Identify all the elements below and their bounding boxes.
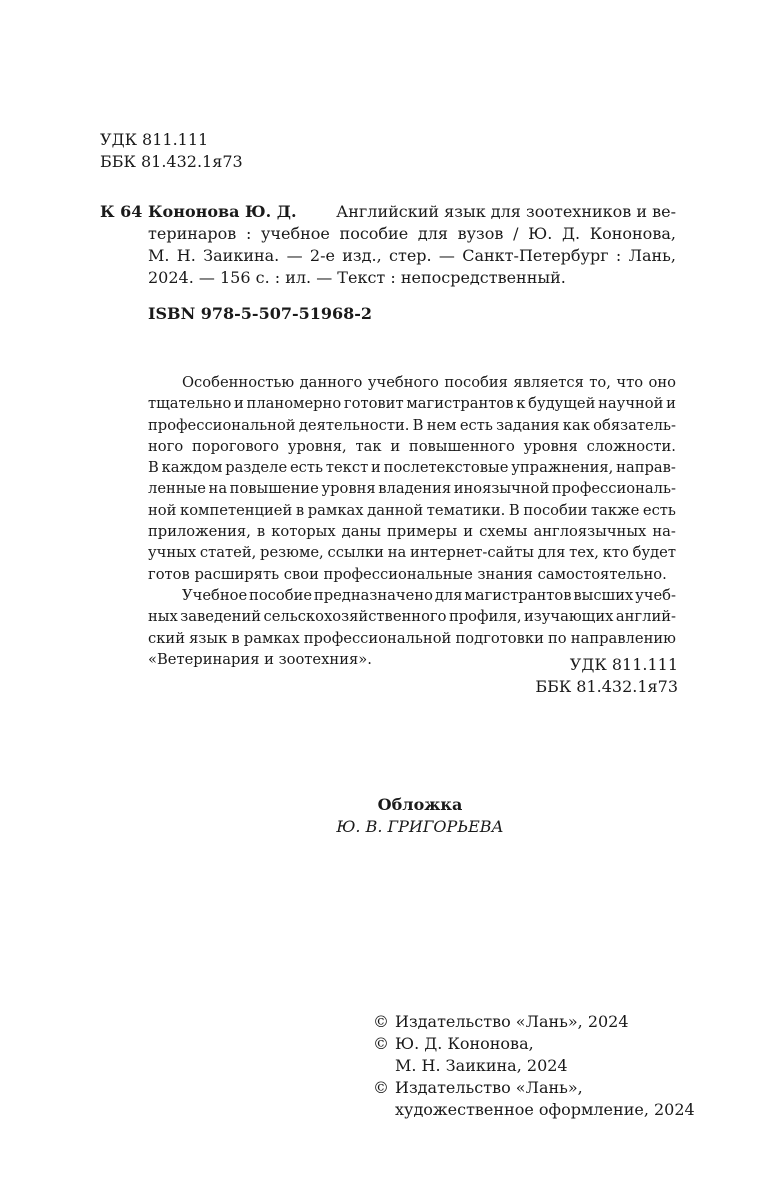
- annotation-line: ной компетенцией в рамках данной тематики. В пособии также есть: [148, 501, 676, 519]
- copyright-line: © Издательство «Лань»,: [373, 1078, 583, 1097]
- bbk-code: ББК 81.432.1я73: [535, 677, 678, 696]
- classification-codes-bottom: [400, 654, 678, 698]
- annotation-line: профессиональной деятельности. В нем есть задания как обязатель-: [148, 416, 676, 434]
- copyright-line: художественное оформление, 2024: [395, 1100, 695, 1119]
- annotation-line: В каждом разделе есть текст и послетекстовые упражнения, направ-: [148, 459, 676, 477]
- copyright-symbol: ©: [373, 1012, 389, 1031]
- annotation-line: ного порогового уровня, так и повышенного уровня сложности.: [148, 437, 676, 455]
- copyright-line: © Ю. Д. Кононова,: [373, 1034, 534, 1053]
- copyright-symbol: ©: [373, 1078, 389, 1097]
- cover-designer: Ю. В. ГРИГОРЬЕВА: [336, 817, 504, 836]
- cover-credit: [200, 794, 640, 838]
- annotation-line: Особенностью данного учебного пособия является то, что оно: [182, 374, 676, 391]
- udk-code: УДК 811.111: [569, 655, 678, 674]
- annotation: [148, 372, 676, 670]
- biblio-line-3: М. Н. Заикина. — 2-е изд., стер. — Санкт-Петербург : Лань,: [148, 246, 676, 265]
- isbn: ISBN 978-5-507-51968-2: [148, 304, 373, 323]
- copyright-symbol: ©: [373, 1034, 389, 1053]
- author-mark: К 64: [100, 202, 143, 221]
- annotation-line: ский язык в рамках профессиональной подготовки по направлению: [148, 629, 676, 647]
- annotation-line: ленные на повышение уровня владения иноязычной профессиональ-: [148, 480, 676, 498]
- annotation-line: приложения, в которых даны примеры и схемы англоязычных на-: [148, 523, 676, 541]
- title-start: Английский язык для зоотехников и ве-: [336, 202, 676, 221]
- copyright-line: М. Н. Заикина, 2024: [395, 1056, 568, 1075]
- cover-label: Обложка: [377, 795, 463, 814]
- copyright-block: [373, 1011, 695, 1121]
- bibliographic-record: [148, 201, 676, 289]
- udk-code: УДК 811.111: [100, 130, 209, 149]
- classification-codes-top: [100, 129, 243, 173]
- biblio-line-4: 2024. — 156 с. : ил. — Текст : непосредственный.: [148, 268, 566, 287]
- annotation-line: тщательно и планомерно готовит магистрантов к будущей научной и: [148, 395, 676, 413]
- annotation-line: учных статей, резюме, ссылки на интернет-сайты для тех, кто будет: [148, 544, 676, 562]
- annotation-line: готов расширять свои профессиональные знания самостоятельно.: [148, 565, 667, 583]
- annotation-line: «Ветеринария и зоотехния».: [148, 650, 372, 668]
- annotation-line: Учебное пособие предназначено для магистрантов высших учеб-: [182, 586, 676, 604]
- biblio-line-1: [148, 201, 676, 223]
- annotation-line: ных заведений сельскохозяйственного профиля, изучающих англий-: [148, 608, 676, 626]
- author-name: Кононова Ю. Д.: [148, 202, 297, 221]
- copyright-line: © Издательство «Лань», 2024: [373, 1012, 629, 1031]
- biblio-line-2: теринаров : учебное пособие для вузов / Ю. Д. Кононова,: [148, 224, 676, 243]
- bbk-code: ББК 81.432.1я73: [100, 152, 243, 171]
